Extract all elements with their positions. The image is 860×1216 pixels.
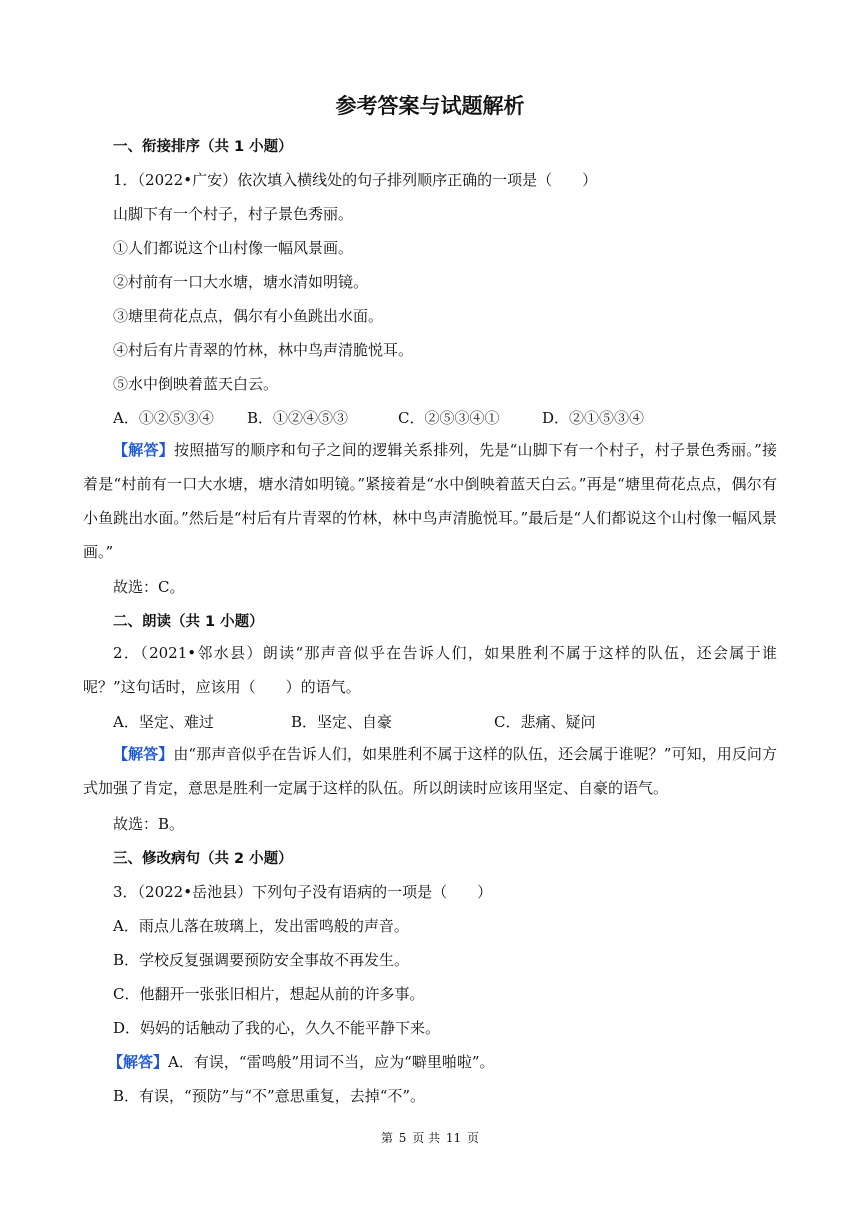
section-header-1: 一、衔接排序（共 1 小题） [113,139,293,155]
answer-3-a: A．有误，“雷鸣般”用词不当，应为“噼里啪啦”。 [168,1053,495,1071]
question-3: 3．（2022•岳池县）下列句子没有语病的一项是（ ） [113,883,493,901]
question-1-item: ④村后有片青翠的竹林，林中鸟声清脆悦耳。 [113,341,414,359]
answer-1 [83,433,777,569]
option-a: A．①②⑤③④ [113,409,214,427]
answer-2 [83,737,777,805]
section-header-3: 三、修改病句（共 2 小题） [113,851,293,867]
answer-tag: 【解答】 [113,745,174,763]
question-1-lead: 山脚下有一个村子，村子景色秀丽。 [113,205,354,223]
answer-3-b: B．有误，“预防”与“不”意思重复，去掉“不”。 [113,1087,426,1105]
answer-tag: 【解答】 [113,441,175,459]
option-b: B．坚定、自豪 [291,713,393,731]
question-1-item: ③塘里荷花点点，偶尔有小鱼跳出水面。 [113,307,384,325]
footer-total-pages: 11 [445,1131,462,1145]
option-a: A．雨点儿落在玻璃上，发出雷鸣般的声音。 [113,917,409,935]
footer-suffix: 页 [467,1131,480,1145]
answer-1-text: 按照描写的顺序和句子之间的逻辑关系排列，先是“山脚下有一个村子，村子景色秀丽。”接着是“村前有一口大水塘，塘水清如明镜。”紧接着是“水中倒映着蓝天白云。”再是“塘里荷花点点，偶尔有小鱼跳出水面。”然后是“村后有片青翠的竹林，林中鸟声清脆悦耳。”最后是“人们都说这个山村像一幅风景画。” [83,441,777,561]
option-c: C．②⑤③④① [398,409,500,427]
answer-tag: 【解答】 [108,1053,169,1071]
section-header-2: 二、朗读（共 1 小题） [113,614,264,630]
question-1-options [113,407,644,428]
footer-page-number: 5 [398,1131,407,1145]
question-2: 2．（2021•邻水县）朗读“那声音似乎在告诉人们，如果胜利不属于这样的队伍，还会属于谁呢？”这句话时，应该用（ ）的语气。 [83,644,777,696]
option-d: D．妈妈的话触动了我的心，久久不能平静下来。 [113,1019,441,1037]
answer-1-choice: 故选：C。 [113,578,185,596]
page-footer [0,1129,860,1146]
option-b: B．学校反复强调要预防安全事故不再发生。 [113,951,410,969]
answer-2-text: 由“那声音似乎在告诉人们，如果胜利不属于这样的队伍，还会属于谁呢？”可知，用反问方式加强了肯定，意思是胜利一定属于这样的队伍。所以朗读时应该用坚定、自豪的语气。 [83,745,777,797]
footer-mid: 页 共 [412,1131,441,1145]
option-c: C．悲痛、疑问 [494,713,596,731]
answer-2-choice: 故选：B。 [113,815,185,833]
question-1: 1．（2022•广安）依次填入横线处的句子排列顺序正确的一项是（ ） [113,171,598,189]
option-b: B．①②④⑤③ [247,409,349,427]
question-1-item: ①人们都说这个山村像一幅风景画。 [113,239,354,257]
option-a: A．坚定、难过 [113,713,214,731]
answer-3 [108,1051,495,1072]
footer-prefix: 第 [380,1131,393,1145]
option-c: C．他翻开一张张旧相片，想起从前的许多事。 [113,985,425,1003]
option-d: D．②①⑤③④ [542,409,645,427]
page-title: 参考答案与试题解析 [335,94,525,118]
question-1-item: ⑤水中倒映着蓝天白云。 [113,375,279,393]
question-1-item: ②村前有一口大水塘，塘水清如明镜。 [113,273,369,291]
question-2-options [113,711,595,732]
